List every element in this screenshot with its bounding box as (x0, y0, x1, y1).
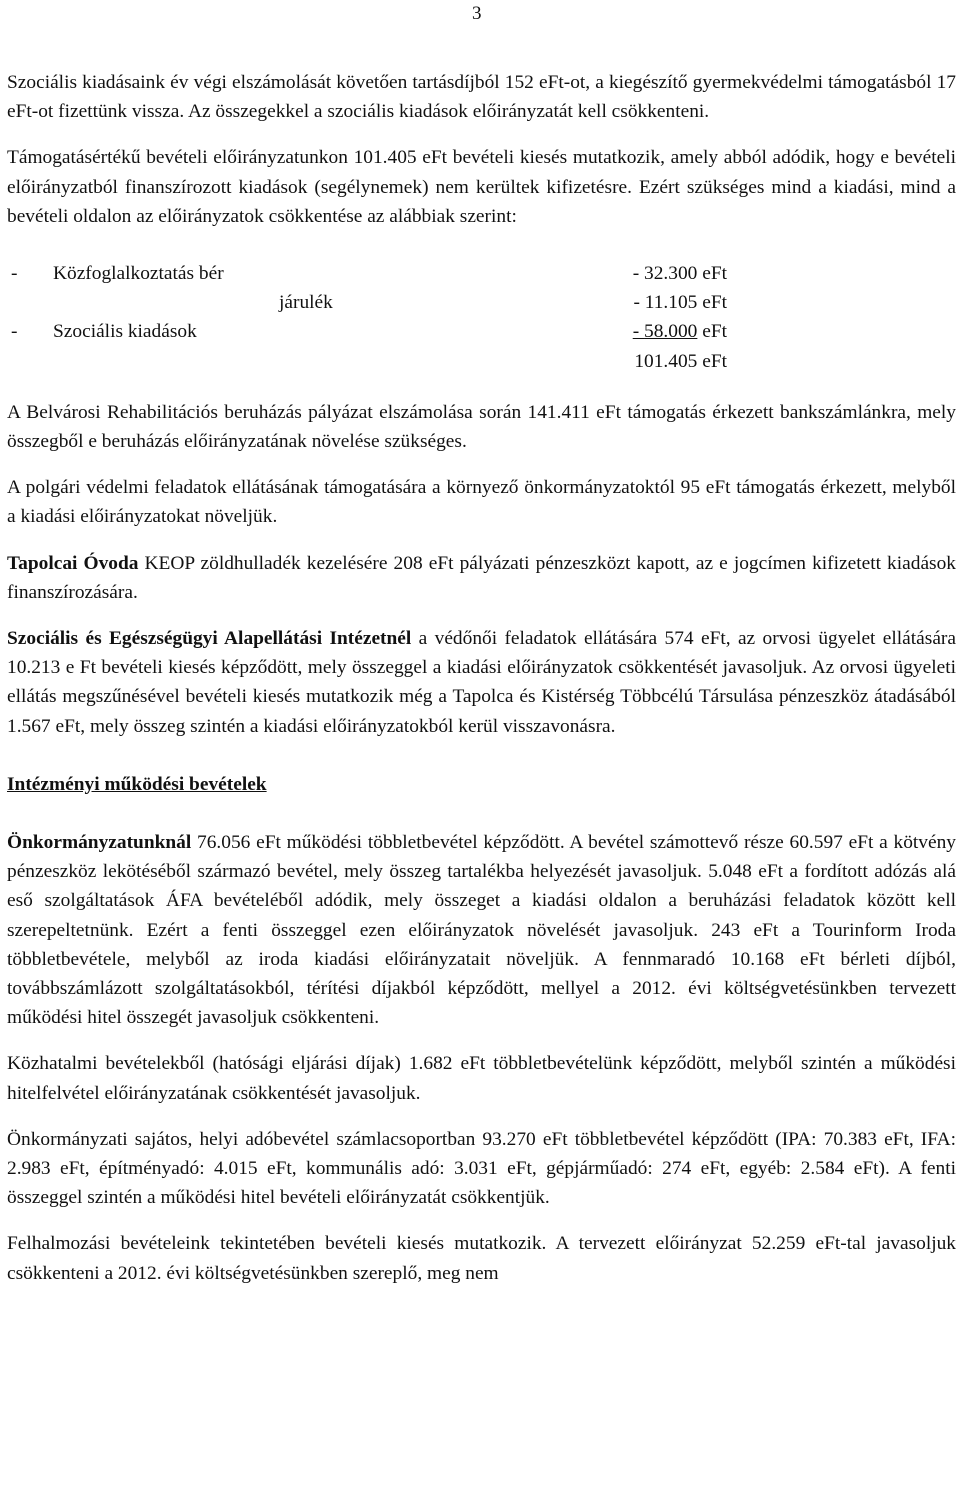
paragraph-capital-revenue: Felhalmozási bevételeink tekintetében bevételi kiesés mutatkozik. A tervezett előirányzat 52.259 eFt-tal javasoljuk csökkenteni a 2012. évi költségvetésünkben szereplő, meg nem (7, 1233, 956, 1284)
list-total-amount: 101.405 eFt (634, 350, 727, 372)
list-label: Közfoglalkoztatás bér (53, 263, 224, 285)
list-item (7, 259, 727, 288)
paragraph-civil-defense: A polgári védelmi feladatok ellátásának támogatására a környező önkormányzatoktól 95 eFt támogatás érkezett, melyből a kiadási előirányzatokat növeljük. (7, 477, 956, 528)
paragraph-support-revenue: Támogatásértékű bevételi előirányzatunkon 101.405 eFt bevételi kiesés mutatkozik, amely abból adódik, hogy e bevételi előirányzatból finanszírozott kiadások (segélynemek) nem kerültek kifizetésre. Ezért szükséges mind a kiadási, mind a bevételi oldalon az előirányzatok csökkentése az alábbiak szerint: (7, 147, 956, 227)
list-amount: - 11.105 eFt (633, 292, 727, 314)
document-body (7, 68, 956, 1288)
list-dash: - (11, 263, 18, 285)
list-amount: - 32.300 eFt (632, 263, 727, 285)
list-amount (597, 317, 727, 346)
paragraph-kindergarten (7, 549, 956, 607)
list-item (7, 317, 727, 346)
section-heading (7, 770, 956, 799)
bold-institution-name: Önkormányzatunknál (7, 832, 192, 853)
section-heading-text: Intézményi működési bevételek (7, 773, 267, 795)
paragraph-text: KEOP zöldhulladék kezelésére 208 eFt pályázati pénzeszközt kapott, az e jogcímen kifizetett kiadások finanszírozására. (7, 552, 956, 603)
page-number: 3 (472, 3, 482, 24)
list-label: járulék (279, 292, 333, 314)
bold-institution-name: Tapolcai Óvoda (7, 552, 139, 574)
paragraph-municipality-revenue (7, 828, 956, 1032)
paragraph-rehabilitation: A Belvárosi Rehabilitációs beruházás pályázat elszámolása során 141.411 eFt támogatás érkezett bankszámlánkra, mely összegből e beruházás előirányzatának növelése szükséges. (7, 401, 956, 452)
list-label: Szociális kiadások (53, 321, 197, 343)
paragraph-social-expenses: Szociális kiadásaink év végi elszámolását követően tartásdíjból 152 eFt-ot, a kiegészítő gyermekvédelmi támogatásból 17 eFt-ot fizettünk vissza. Az összegekkel a szociális kiadások előirányzatát kell csökkenteni. (7, 72, 956, 123)
list-item (7, 288, 727, 317)
paragraph-text: a védőnői feladatok ellátására 574 eFt, az orvosi ügyelet ellátására 10.213 e Ft bevételi kiesés képződött, mely összeggel a kiadási előirányzatok csökkentését javasoljuk. Az orvosi ügyeleti ellátás megszűnésével bevételi kiesés mutatkozik még a Tapolca és Kistérség Többcélú Társulása pénzeszköz átadásából 1.567 eFt, mely összeg szintén a kiadási előirányzatokból kerül visszavonásra. (7, 627, 956, 737)
paragraph-health-institute (7, 624, 956, 741)
amount-unit: eFt (697, 321, 727, 343)
reduction-list (7, 259, 727, 376)
paragraph-text: 76.056 eFt működési többletbevétel képződött. A bevétel számottevő része 60.597 eFt a kötvény pénzeszköz lekötéséből származó bevétel, mely összeg tartalékba helyezését javasoljuk. 5.048 eFt a fordított adózás alá eső szolgáltatások ÁFA bevételéből adódik, mely összeget a kiadási oldalon a beruházási feladatok között kell szerepeltetnünk. Ezért a fenti összeggel ezen előirányzatok növelését javasoljuk. 243 eFt a Tourinform Iroda többletbevétele, melyből az iroda kiadási előirányzatait növeljük. A fennmaradó 10.168 eFt bérleti díjból, továbbszámlázott szolgáltatásokból, térítési díjakból képződött, mellyel a 2012. évi költségvetésünkben tervezett működési hitel összegét javasoljuk csökkenteni. (7, 832, 956, 1029)
list-total (7, 347, 727, 376)
paragraph-local-tax: Önkormányzati sajátos, helyi adóbevétel számlacsoportban 93.270 eFt többletbevétel képződött (IPA: 70.383 eFt, IFA: 2.983 eFt, építményadó: 4.015 eFt, kommunális adó: 3.031 eFt, gépjárműadó: 274 eFt, egyéb: 2.584 eFt). A fenti összeggel szintén a működési hitel bevételi előirányzatát csökkentjük. (7, 1128, 956, 1209)
list-dash: - (11, 321, 18, 343)
amount-prefix: - (632, 321, 645, 343)
bold-institution-name: Szociális és Egészségügyi Alapellátási Intézetnél (7, 627, 412, 649)
amount-value: 58.000 (644, 321, 698, 343)
paragraph-public-authority: Közhatalmi bevételekből (hatósági eljárási díjak) 1.682 eFt többletbevételünk képződött, melyből szintén a működési hitelfelvétel előirányzatának csökkentését javasoljuk. (7, 1053, 956, 1104)
